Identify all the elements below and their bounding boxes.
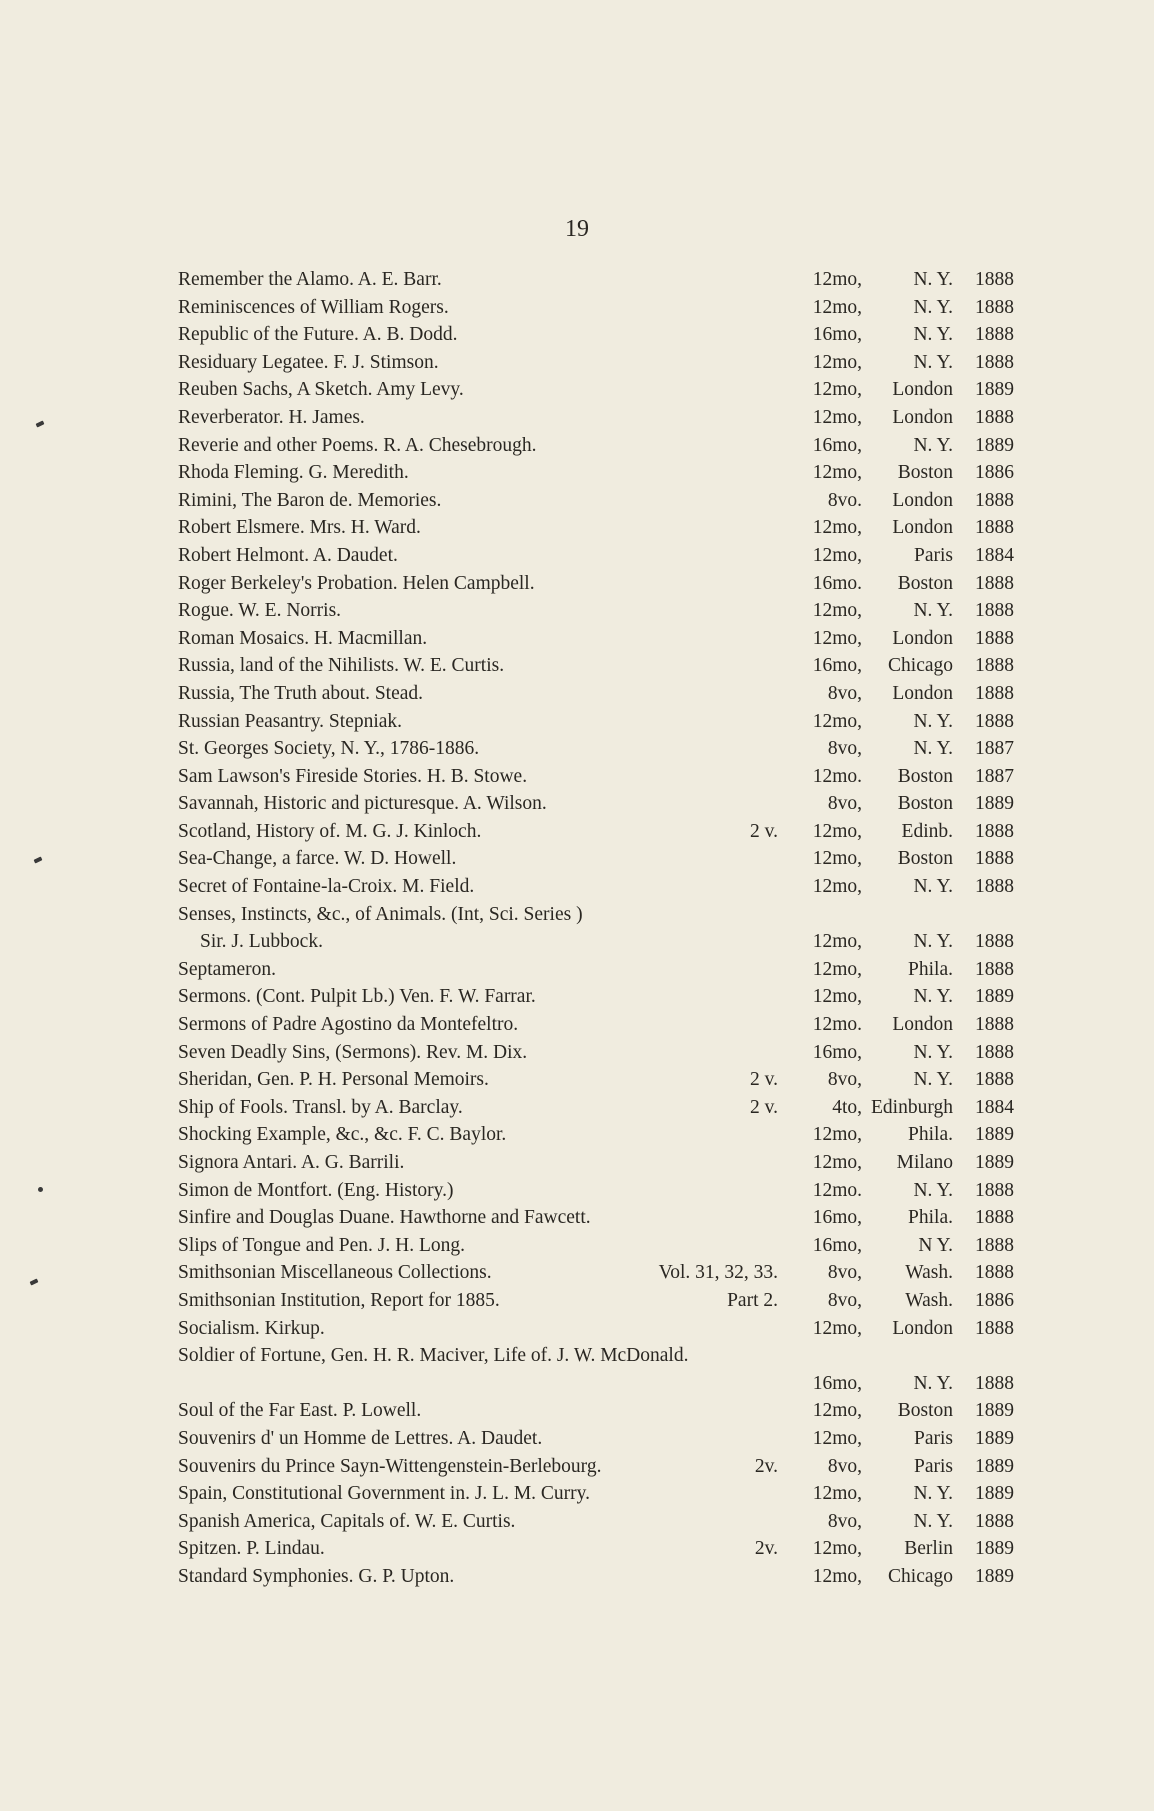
entry-place: N. Y. — [913, 986, 953, 1008]
entry-title: Republic of the Future. A. B. Dodd. — [178, 324, 458, 346]
entry-year: 1888 — [975, 627, 1014, 649]
entry-title: Standard Symphonies. G. P. Upton. — [178, 1565, 455, 1587]
list-item — [0, 708, 1154, 736]
entry-year: 1888 — [975, 931, 1014, 953]
entry-place: London — [892, 406, 953, 428]
list-item — [0, 1204, 1154, 1232]
entry-year: 1888 — [975, 1372, 1014, 1394]
list-item — [0, 1232, 1154, 1260]
list-item — [0, 542, 1154, 570]
entry-title: Septameron. — [178, 958, 277, 980]
entry-title: Sermons. (Cont. Pulpit Lb.) Ven. F. W. Farrar. — [178, 986, 536, 1008]
entry-title: Sheridan, Gen. P. H. Personal Memoirs. — [178, 1069, 489, 1091]
entry-place: London — [892, 627, 953, 649]
entry-title: Souvenirs d' un Homme de Lettres. A. Daudet. — [178, 1427, 543, 1449]
list-item — [0, 597, 1154, 625]
entry-title: Russian Peasantry. Stepniak. — [178, 710, 403, 732]
entry-title: Rhoda Fleming. G. Meredith. — [178, 462, 409, 484]
list-item — [0, 266, 1154, 294]
list-item — [0, 1011, 1154, 1039]
list-item — [0, 1177, 1154, 1205]
entry-format: 12mo, — [812, 296, 862, 318]
entry-year: 1887 — [975, 738, 1014, 760]
list-item — [0, 376, 1154, 404]
entry-list — [0, 266, 1154, 1591]
entry-volumes: 2 v. — [750, 1069, 778, 1091]
entry-format: 12mo, — [812, 600, 862, 622]
entry-year: 1888 — [975, 517, 1014, 539]
entry-format: 16mo, — [812, 655, 862, 677]
entry-format: 8vo, — [827, 1262, 862, 1284]
entry-title: Robert Elsmere. Mrs. H. Ward. — [178, 517, 421, 539]
entry-title: Residuary Legatee. F. J. Stimson. — [178, 351, 439, 373]
entry-year: 1888 — [975, 324, 1014, 346]
entry-title: Soldier of Fortune, Gen. H. R. Maciver, Life of. J. W. McDonald. — [178, 1345, 689, 1367]
entry-year: 1888 — [975, 848, 1014, 870]
entry-title: Souvenirs du Prince Sayn-Wittengenstein-Berlebourg. — [178, 1455, 602, 1477]
list-item — [0, 1066, 1154, 1094]
entry-place: Phila. — [908, 958, 953, 980]
entry-year: 1888 — [975, 351, 1014, 373]
entry-place: N Y. — [918, 1234, 953, 1256]
entry-format: 16mo, — [812, 434, 862, 456]
entry-place: N. Y. — [913, 296, 953, 318]
entry-year: 1889 — [975, 1400, 1014, 1422]
entry-format: 16mo, — [812, 1041, 862, 1063]
list-item — [0, 1453, 1154, 1481]
entry-place: N. Y. — [913, 1069, 953, 1091]
entry-year: 1884 — [975, 1096, 1014, 1118]
list-item — [0, 321, 1154, 349]
entry-title: Socialism. Kirkup. — [178, 1317, 325, 1339]
entry-format: 16mo, — [812, 1207, 862, 1229]
entry-year: 1888 — [975, 572, 1014, 594]
entry-title: Spain, Constitutional Government in. J. L. M. Curry. — [178, 1483, 591, 1505]
entry-year: 1888 — [975, 682, 1014, 704]
entry-title: Simon de Montfort. (Eng. History.) — [178, 1179, 454, 1201]
entry-format: 12mo. — [812, 1179, 862, 1201]
entry-place: N. Y. — [913, 351, 953, 373]
entry-place: N. Y. — [913, 600, 953, 622]
list-item — [0, 1121, 1154, 1149]
entry-format: 12mo, — [812, 710, 862, 732]
entry-place: London — [892, 1014, 953, 1036]
entry-format: 12mo, — [812, 517, 862, 539]
entry-format: 8vo, — [827, 1289, 862, 1311]
entry-format: 12mo. — [812, 1014, 862, 1036]
entry-title: Signora Antari. A. G. Barrili. — [178, 1152, 405, 1173]
entry-title: Rogue. W. E. Norris. — [178, 600, 342, 622]
entry-year: 1884 — [975, 544, 1014, 566]
entry-format: 8vo, — [827, 738, 862, 760]
entry-place: N. Y. — [913, 1372, 953, 1394]
entry-year: 1889 — [975, 434, 1014, 456]
list-item — [0, 845, 1154, 873]
entry-format: 12mo, — [812, 1152, 862, 1173]
entry-format: 12mo, — [812, 462, 862, 484]
entry-place: N. Y. — [913, 434, 953, 456]
entry-year: 1888 — [975, 1014, 1014, 1036]
entry-year: 1888 — [975, 1510, 1014, 1532]
list-item — [0, 735, 1154, 763]
entry-title: Russia, land of the Nihilists. W. E. Curtis. — [178, 655, 505, 677]
entry-place: Boston — [897, 1400, 953, 1422]
entry-title: Reuben Sachs, A Sketch. Amy Levy. — [178, 379, 464, 401]
entry-year: 1888 — [975, 1262, 1014, 1284]
entry-format: 16mo, — [812, 324, 862, 346]
entry-place: N. Y. — [913, 710, 953, 732]
entry-format: 12mo, — [812, 379, 862, 401]
list-item — [0, 1287, 1154, 1315]
entry-place: Chicago — [888, 1565, 953, 1587]
list-item — [0, 1370, 1154, 1398]
entry-format: 4to, — [832, 1096, 862, 1118]
entry-place: Phila. — [908, 1207, 953, 1229]
list-item — [0, 1425, 1154, 1453]
list-item — [0, 1149, 1154, 1177]
entry-title: Sam Lawson's Fireside Stories. H. B. Stowe. — [178, 765, 528, 787]
entry-place: Paris — [914, 1427, 953, 1449]
entry-title: Sinfire and Douglas Duane. Hawthorne and Fawcett. — [178, 1207, 591, 1229]
entry-year: 1889 — [975, 1152, 1014, 1173]
entry-format: 8vo, — [827, 682, 862, 704]
list-item — [0, 1480, 1154, 1508]
entry-year: 1886 — [975, 462, 1014, 484]
list-item — [0, 1508, 1154, 1536]
list-item — [0, 570, 1154, 598]
list-item — [0, 514, 1154, 542]
entry-title: Scotland, History of. M. G. J. Kinloch. — [178, 820, 482, 842]
entry-format: 12mo, — [812, 544, 862, 566]
entry-year: 1889 — [975, 793, 1014, 815]
entry-title: Russia, The Truth about. Stead. — [178, 682, 424, 704]
entry-format: 8vo, — [827, 793, 862, 815]
entry-format: 12mo, — [812, 931, 862, 953]
entry-title: Spanish America, Capitals of. W. E. Curtis. — [178, 1510, 516, 1532]
list-item — [0, 873, 1154, 901]
entry-format: 16mo, — [812, 1234, 862, 1256]
entry-format: 12mo, — [812, 1124, 862, 1146]
entry-format: 16mo. — [812, 572, 862, 594]
entry-format: 12mo, — [812, 1427, 862, 1449]
list-item — [0, 956, 1154, 984]
entry-year: 1888 — [975, 1041, 1014, 1063]
list-item — [0, 487, 1154, 515]
entry-title: Remember the Alamo. A. E. Barr. — [178, 269, 442, 290]
entry-year: 1888 — [975, 1317, 1014, 1339]
list-item — [0, 818, 1154, 846]
entry-place: Paris — [914, 1455, 953, 1477]
list-item — [0, 349, 1154, 377]
entry-year: 1888 — [975, 820, 1014, 842]
entry-title: Ship of Fools. Transl. by A. Barclay. — [178, 1096, 463, 1118]
entry-format: 12mo, — [812, 1538, 862, 1560]
list-item — [0, 625, 1154, 653]
entry-place: London — [892, 517, 953, 539]
entry-place: N. Y. — [913, 876, 953, 898]
entry-title: Savannah, Historic and picturesque. A. Wilson. — [178, 793, 547, 815]
list-item — [0, 928, 1154, 956]
entry-year: 1889 — [975, 1538, 1014, 1560]
entry-year: 1888 — [975, 269, 1014, 290]
entry-title: Senses, Instincts, &c., of Animals. (Int, Sci. Series ) — [178, 903, 583, 925]
entry-year: 1889 — [975, 1565, 1014, 1587]
entry-year: 1889 — [975, 1455, 1014, 1477]
list-item — [0, 1094, 1154, 1122]
entry-year: 1888 — [975, 489, 1014, 511]
entry-year: 1889 — [975, 1427, 1014, 1449]
entry-place: Edinburgh — [871, 1096, 953, 1118]
list-item — [0, 901, 1154, 929]
entry-format: 12mo, — [812, 627, 862, 649]
entry-title: Sir. J. Lubbock. — [200, 931, 323, 953]
entry-title: Sermons of Padre Agostino da Montefeltro. — [178, 1014, 519, 1036]
entry-format: 8vo, — [827, 1455, 862, 1477]
entry-place: N. Y. — [913, 324, 953, 346]
entry-year: 1888 — [975, 1179, 1014, 1201]
entry-title: Reverberator. H. James. — [178, 406, 365, 428]
entry-year: 1888 — [975, 655, 1014, 677]
entry-year: 1889 — [975, 379, 1014, 401]
entry-format: 12mo, — [812, 820, 862, 842]
entry-place: Berlin — [904, 1538, 953, 1560]
entry-place: London — [892, 379, 953, 401]
entry-title: Seven Deadly Sins, (Sermons). Rev. M. Dix. — [178, 1041, 528, 1063]
entry-place: N. Y. — [913, 931, 953, 953]
entry-place: Boston — [897, 765, 953, 787]
entry-place: Chicago — [888, 655, 953, 677]
entry-place: N. Y. — [913, 269, 953, 290]
list-item — [0, 983, 1154, 1011]
entry-format: 12mo, — [812, 876, 862, 898]
entry-title: Spitzen. P. Lindau. — [178, 1538, 325, 1560]
entry-format: 12mo, — [812, 269, 862, 290]
list-item — [0, 432, 1154, 460]
entry-title: Robert Helmont. A. Daudet. — [178, 544, 398, 566]
entry-volumes: 2 v. — [750, 820, 778, 842]
entry-year: 1888 — [975, 1234, 1014, 1256]
entry-format: 8vo, — [827, 1069, 862, 1091]
entry-place: Boston — [897, 572, 953, 594]
entry-year: 1888 — [975, 876, 1014, 898]
list-item — [0, 1535, 1154, 1563]
list-item — [0, 1259, 1154, 1287]
entry-title: Slips of Tongue and Pen. J. H. Long. — [178, 1234, 465, 1256]
list-item — [0, 1397, 1154, 1425]
entry-volumes: 2 v. — [750, 1096, 778, 1118]
entry-year: 1888 — [975, 958, 1014, 980]
list-item — [0, 1315, 1154, 1343]
entry-place: London — [892, 682, 953, 704]
entry-title: Shocking Example, &c., &c. F. C. Baylor. — [178, 1124, 507, 1146]
entry-format: 12mo, — [812, 406, 862, 428]
entry-place: N. Y. — [913, 1483, 953, 1505]
entry-title: Secret of Fontaine-la-Croix. M. Field. — [178, 876, 475, 898]
list-item — [0, 790, 1154, 818]
entry-volumes: 2v. — [754, 1455, 778, 1477]
entry-year: 1888 — [975, 406, 1014, 428]
entry-place: Boston — [897, 462, 953, 484]
entry-format: 12mo, — [812, 986, 862, 1008]
entry-format: 12mo, — [812, 1400, 862, 1422]
entry-place: Phila. — [908, 1124, 953, 1146]
entry-place: N. Y. — [913, 1510, 953, 1532]
entry-volumes: 2v. — [754, 1538, 778, 1560]
entry-place: Edinb. — [901, 820, 953, 842]
entry-year: 1887 — [975, 765, 1014, 787]
entry-format: 12mo, — [812, 1483, 862, 1505]
entry-title: Soul of the Far East. P. Lowell. — [178, 1400, 422, 1422]
entry-title: Roman Mosaics. H. Macmillan. — [178, 627, 428, 649]
entry-place: London — [892, 1317, 953, 1339]
entry-volumes: Vol. 31, 32, 33. — [658, 1262, 778, 1284]
entry-year: 1888 — [975, 1207, 1014, 1229]
entry-format: 16mo, — [812, 1372, 862, 1394]
entry-year: 1888 — [975, 600, 1014, 622]
list-item — [0, 294, 1154, 322]
entry-place: N. Y. — [913, 1041, 953, 1063]
entry-year: 1889 — [975, 1124, 1014, 1146]
list-item — [0, 404, 1154, 432]
entry-place: Boston — [897, 848, 953, 870]
list-item — [0, 459, 1154, 487]
entry-format: 12mo, — [812, 1317, 862, 1339]
list-item — [0, 1563, 1154, 1591]
entry-year: 1888 — [975, 296, 1014, 318]
entry-format: 12mo, — [812, 1565, 862, 1587]
list-item — [0, 652, 1154, 680]
entry-year: 1889 — [975, 986, 1014, 1008]
list-item — [0, 763, 1154, 791]
entry-title: Roger Berkeley's Probation. Helen Campbell. — [178, 572, 535, 594]
list-item — [0, 1342, 1154, 1370]
entry-title: Reverie and other Poems. R. A. Chesebrough. — [178, 434, 537, 456]
entry-place: Milano — [896, 1152, 953, 1173]
entry-format: 8vo, — [827, 1510, 862, 1532]
entry-title: Smithsonian Miscellaneous Collections. — [178, 1262, 492, 1284]
entry-year: 1886 — [975, 1289, 1014, 1311]
entry-title: Rimini, The Baron de. Memories. — [178, 489, 442, 511]
entry-place: Paris — [914, 544, 953, 566]
entry-place: Wash. — [905, 1262, 953, 1284]
entry-format: 8vo. — [827, 489, 862, 511]
entry-title: Reminiscences of William Rogers. — [178, 296, 449, 318]
entry-place: Wash. — [905, 1289, 953, 1311]
entry-title: Smithsonian Institution, Report for 1885. — [178, 1289, 500, 1311]
page-number: 19 — [565, 216, 589, 242]
entry-place: N. Y. — [913, 1179, 953, 1201]
list-item — [0, 1039, 1154, 1067]
entry-format: 12mo. — [812, 765, 862, 787]
entry-title: Sea-Change, a farce. W. D. Howell. — [178, 848, 457, 870]
entry-format: 12mo, — [812, 958, 862, 980]
entry-format: 12mo, — [812, 351, 862, 373]
entry-format: 12mo, — [812, 848, 862, 870]
entry-place: Boston — [897, 793, 953, 815]
entry-volumes: Part 2. — [727, 1289, 778, 1311]
entry-year: 1888 — [975, 710, 1014, 732]
entry-place: N. Y. — [913, 738, 953, 760]
entry-year: 1889 — [975, 1483, 1014, 1505]
list-item — [0, 680, 1154, 708]
entry-place: London — [892, 489, 953, 511]
entry-year: 1888 — [975, 1069, 1014, 1091]
entry-title: St. Georges Society, N. Y., 1786-1886. — [178, 738, 480, 760]
